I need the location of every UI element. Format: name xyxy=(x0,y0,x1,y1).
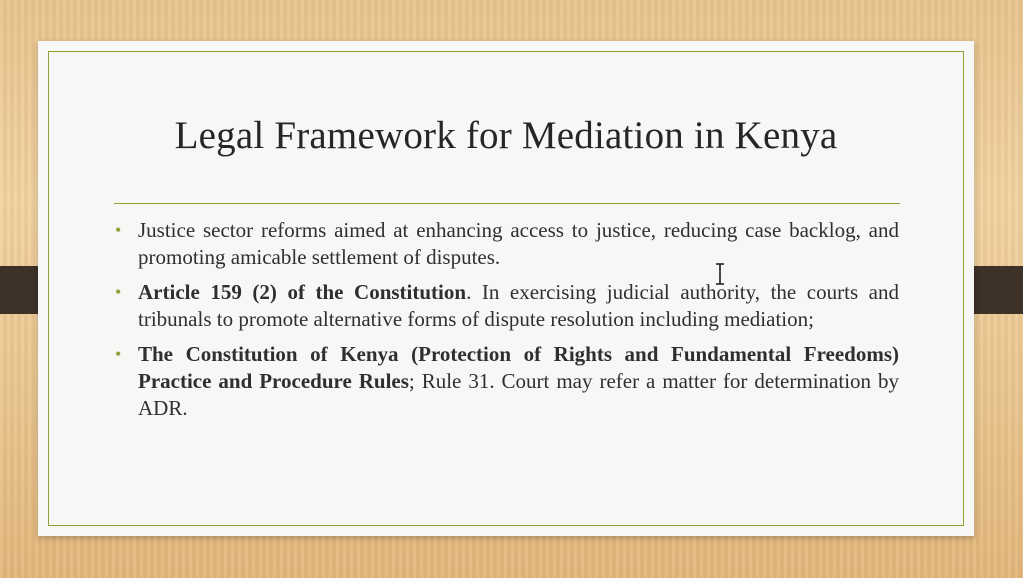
slide-title: Legal Framework for Mediation in Kenya xyxy=(174,114,838,157)
bullet-bold-text: Article 159 (2) of the Constitution xyxy=(138,280,467,304)
title-divider xyxy=(114,203,900,204)
bullet-item-procedure-rules xyxy=(115,341,899,422)
bullet-item-justice-reforms xyxy=(115,217,899,271)
bullet-item-article-159 xyxy=(115,279,899,333)
bullet-marker: • xyxy=(115,344,122,364)
bullet-bold-text: The Constitution of Kenya (Protection of Rights and Fundamental Freedoms) Practice and Procedure Rules xyxy=(138,342,899,393)
bullet-marker: • xyxy=(115,220,122,240)
text-cursor-icon xyxy=(714,263,726,285)
bullet-text: ; Rule 31. Court may refer a matter for determination by ADR. xyxy=(138,369,899,420)
bullet-text: Justice sector reforms aimed at enhancing access to justice, reducing case backlog, and promoting amicable settlement of disputes. xyxy=(138,218,899,269)
bullet-text: . In exercising judicial authority, the courts and tribunals to promote alternative forms of dispute resolution including mediation; xyxy=(138,280,899,331)
slide xyxy=(38,41,974,536)
bullet-list xyxy=(115,217,899,430)
bullet-marker: • xyxy=(115,282,122,302)
